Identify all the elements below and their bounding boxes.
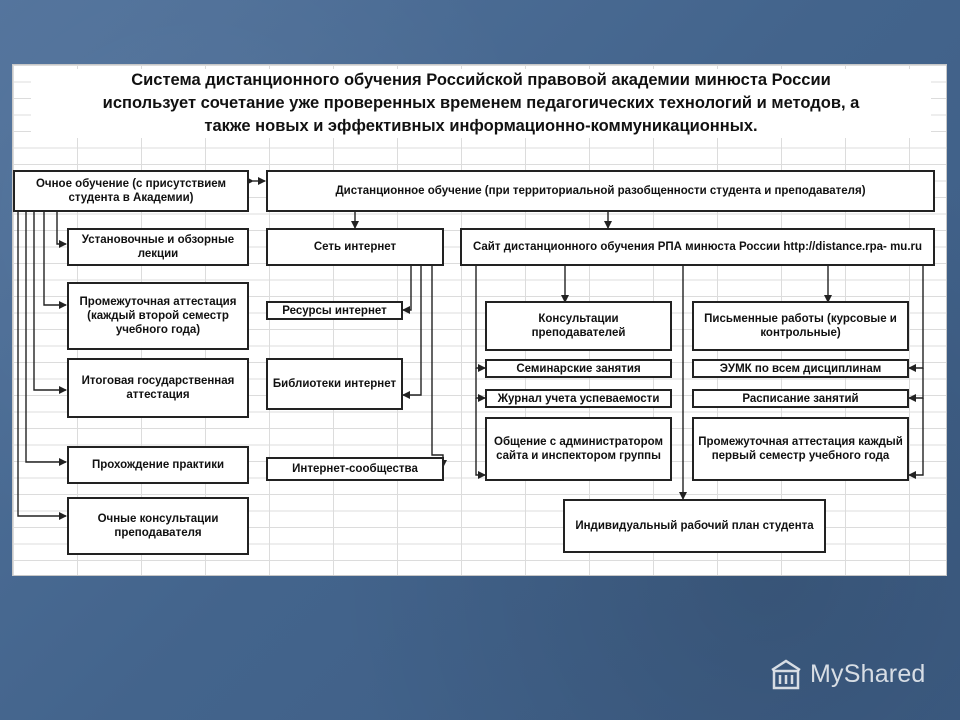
box-internet: Сеть интернет bbox=[266, 228, 444, 266]
watermark-text: MyShared bbox=[810, 659, 926, 688]
box-distance-site: Сайт дистанционного обучения РПА минюста России http://distance.rpa- mu.ru bbox=[460, 228, 935, 266]
box-interim-attestation-distance: Промежуточная аттестация каждый первый семестр учебного года bbox=[692, 417, 909, 481]
box-distance-education: Дистанционное обучение (при территориальной разобщенности студента и преподавателя) bbox=[266, 170, 935, 212]
arrow-to-internet-communities bbox=[432, 265, 443, 467]
myshared-logo-icon bbox=[768, 656, 804, 692]
arrow-to-internet-resources bbox=[403, 265, 411, 310]
arrow-to-interim-distance bbox=[909, 398, 923, 475]
arrow-to-intro-lectures bbox=[57, 211, 66, 244]
arrow-to-interim-fulltime bbox=[44, 211, 66, 305]
slide-title bbox=[31, 69, 931, 138]
diagram-slide bbox=[12, 64, 947, 576]
arrow-to-internet-libraries bbox=[403, 265, 421, 395]
arrow-to-practice bbox=[26, 211, 66, 462]
box-seminars: Семинарские занятия bbox=[485, 359, 672, 378]
box-schedule: Расписание занятий bbox=[692, 389, 909, 408]
arrow-to-communication bbox=[476, 398, 485, 475]
box-fulltime-consultations: Очные консультации преподавателя bbox=[67, 497, 249, 555]
title-line-1: Система дистанционного обучения Российской правовой академии минюста России bbox=[131, 71, 831, 89]
arrow-to-fulltime-consult bbox=[18, 211, 66, 516]
box-intro-lectures: Установочные и обзорные лекции bbox=[67, 228, 249, 266]
box-communication: Общение с администратором сайта и инспектором группы bbox=[485, 417, 672, 481]
box-written-works: Письменные работы (курсовые и контрольные) bbox=[692, 301, 909, 351]
box-individual-plan: Индивидуальный рабочий план студента bbox=[563, 499, 826, 553]
arrow-to-schedule bbox=[909, 368, 923, 398]
box-eumk: ЭУМК по всем дисциплинам bbox=[692, 359, 909, 378]
arrow-to-gradebook bbox=[476, 368, 485, 398]
box-practice: Прохождение практики bbox=[67, 446, 249, 484]
box-teacher-consultations: Консультации преподавателей bbox=[485, 301, 672, 351]
box-interim-attestation-fulltime: Промежуточная аттестация (каждый второй семестр учебного года) bbox=[67, 282, 249, 350]
box-state-attestation: Итоговая государственная аттестация bbox=[67, 358, 249, 418]
arrow-to-state-attestation bbox=[34, 211, 66, 390]
myshared-watermark bbox=[768, 656, 926, 692]
box-internet-communities: Интернет-сообщества bbox=[266, 457, 444, 481]
title-line-2: использует сочетание уже проверенных временем педагогических технологий и методов, а bbox=[102, 94, 860, 112]
arrow-to-eumk bbox=[909, 265, 923, 368]
box-internet-libraries: Библиотеки интернет bbox=[266, 358, 403, 410]
arrow-to-seminars bbox=[476, 265, 485, 368]
box-internet-resources: Ресурсы интернет bbox=[266, 301, 403, 320]
title-line-3: также новых и эффективных информационно-коммуникационных. bbox=[204, 117, 758, 135]
box-fulltime-education: Очное обучение (с присутствием студента в Академии) bbox=[13, 170, 249, 212]
box-gradebook: Журнал учета успеваемости bbox=[485, 389, 672, 408]
